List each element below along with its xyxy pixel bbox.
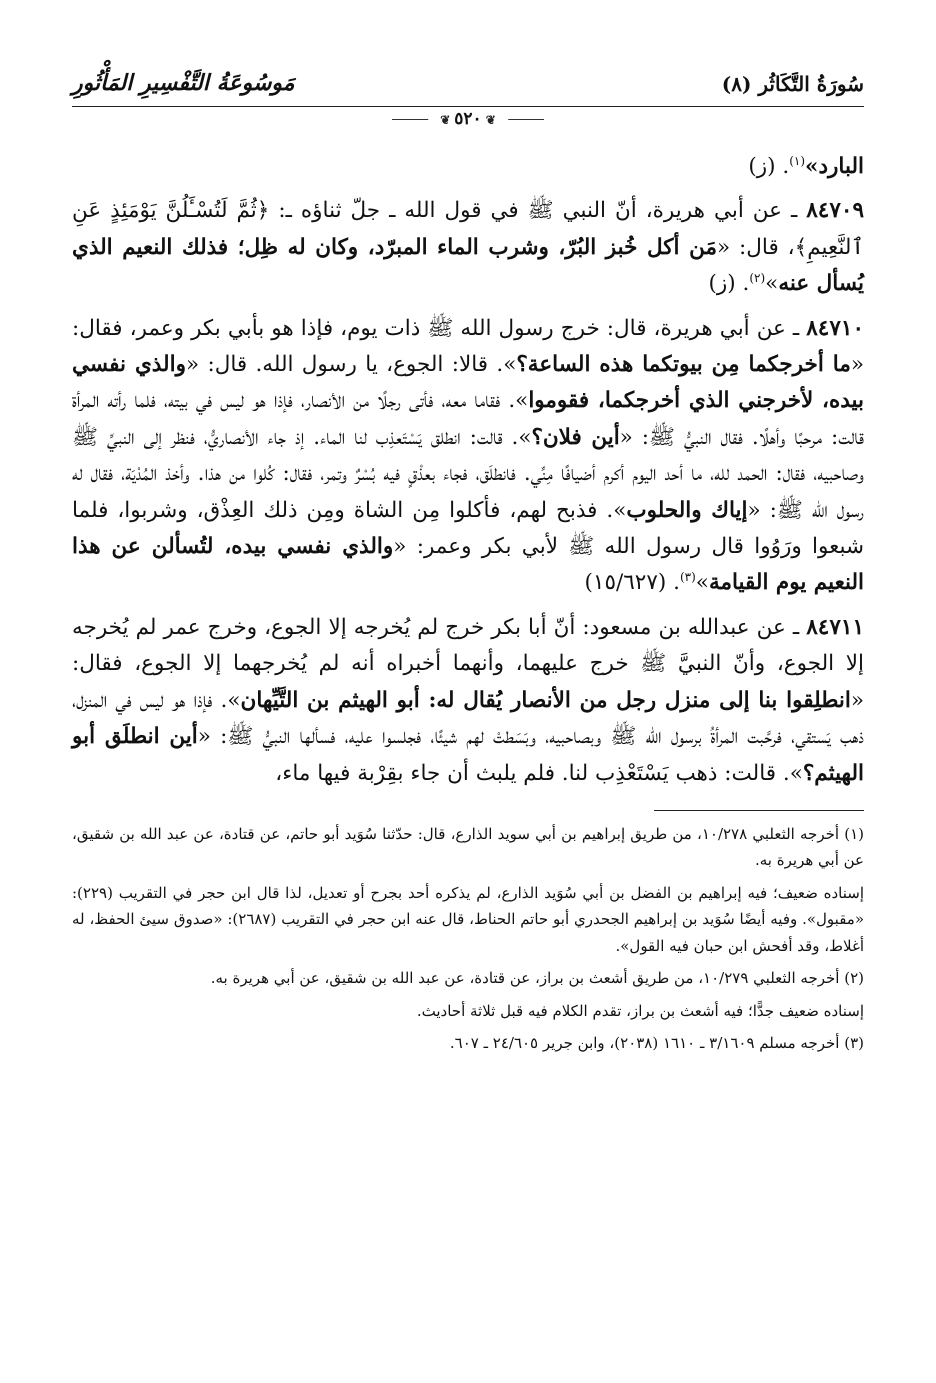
hadith-number: ٨٤٧١٠	[806, 315, 864, 341]
hadith-8711	[72, 610, 864, 792]
footnote-divider	[654, 810, 864, 811]
footnote-2-grading: إسناده ضعيف جدًّا؛ فيه أشعث بن براز، تقدم الكلام فيه قبل ثلاثة أحاديث.	[416, 1001, 864, 1020]
hadith-text: ». فإذا هو ليس في المنزل، ذهب يَستقي، فرحَّبت المرأةُ برسول الله ﷺ وبصاحبيه، وبَسَطتْ لهم شيئًا، فجلسوا عليه، فسألها النبيُّ ﷺ: «	[72, 687, 864, 750]
prophetic-quote: والذي نفسي بيده، لتُسألن عن هذا النعيم يوم القيامة	[72, 534, 864, 596]
footnote-2: (٢) أخرجه الثعلبي ١٠/٢٧٩، من طريق أشعث بن براز، عن قتادة، عن عبد الله بن شقيق، عن أبي هريرة به.	[210, 969, 864, 988]
hadith-text: ـ عن عبدالله بن مسعود: أنّ أبا بكر خرج لم يُخرجه إلا الجوع، وخرج عمر لم يُخرجه إلا الجوع، وأنّ النبيَّ ﷺ خرج عليهما، وأنهما أخبراه أنه لم يُخرجهما إلا الجوع، فقال: «	[72, 614, 864, 713]
hadith-8709	[72, 193, 864, 302]
hadith-text: ». فذبح لهم، فأكلوا مِن الشاة ومِن ذلك العِذْق، وشربوا، فلما شبعوا ورَوُوا قال رسول الله ﷺ لأبي بكر وعمر: «	[72, 497, 864, 560]
prophetic-quote: والذي نفسي بيده، لأخرجني الذي أخرجكما، فقوموا	[72, 352, 864, 414]
footnote-1-grading: إسناده ضعيف؛ فيه إبراهيم بن الفضل بن أبي سُوَيد الذارع، لم يذكره أحد بجرح أو تعديل، لذا قال ابن حجر في التقريب (٢٢٩): «مقبول». وفيه أيضًا سُوَيد بن إبراهيم الجحدري أبو حاتم الحناط، قال عنه ابن حجر في التقريب (٢٦٨٧): «صدوق سيئ الحفظ، له أغلاط، وقد أفحش ابن حبان فيه القول».	[72, 883, 865, 955]
hadith-text: »	[695, 570, 709, 596]
source-code: . (ز)	[748, 154, 790, 179]
hadith-8710	[72, 311, 864, 602]
footnote-ref[interactable]: (٣)	[679, 570, 696, 585]
hadith-text: ـ عن أبي هريرة، قال: خرج رسول الله ﷺ ذات يوم، فإذا هو بأبي بكر وعمر، فقال: «	[72, 315, 864, 378]
source-code: . (ز)	[708, 271, 750, 297]
prophetic-quote: مَن أكل خُبز البُرّ، وشرب الماء المبرّد، وكان له ظِل؛ فذلك النعيم الذي يُسأل عنه	[72, 234, 864, 297]
ornament-icon: ❦	[440, 113, 451, 127]
footnote-ref[interactable]: (١)	[789, 153, 806, 168]
book-title: مَوسُوعَةُ التَّفْسِيرِ المَأْثُورِ	[72, 70, 295, 96]
continuation-paragraph	[72, 149, 864, 185]
prophetic-quote: أين فلان؟	[531, 424, 620, 450]
footnote-1: (١) أخرجه الثعلبي ١٠/٢٧٨، من طريق إبراهيم بن أبي سويد الذارع، قال: حدّثنا سُوَيد أبو حاتم، عن قتادة، عن عبد الله بن شقيق، عن أبي هريرة به.	[72, 824, 864, 870]
hadith-text: ». قالت: ذهب يَسْتَعْذِب لنا. فلم يلبث أن جاء بقِرْبة فيها ماء،	[275, 760, 803, 786]
prophetic-quote: إياك والحلوب	[626, 497, 748, 523]
hadith-text: ». فقاما معه، فأتى رجلًا من الأنصار، فإذا هو ليس في بيته، فلما رأته المرأة قالت: مرحبًا وأهلًا. فقال النبيُّ ﷺ: «	[72, 388, 864, 450]
hadith-number: ٨٤٧١١	[806, 614, 864, 640]
hadith-text: ». قالت: انطلق يَسْتَعذِب لنا الماء. إذ جاء الأنصاريُّ، فنظر إلى النبيِّ ﷺ وصاحبيه، فقال: الحمد لله، ما أحد اليوم أكرم أضيافًا مِنِّي. فانطلَق، فجاء بعذْقٍ فيه بُسْرٌ وتمر، فقال: كُلوا من هذا. وأخذ المُدْيَة، فقال له رسول الله ﷺ: «	[72, 424, 864, 523]
continued-quote: البارد»	[805, 154, 864, 179]
surah-title: سُورَةُ التَّكَاثُر (٨)	[721, 72, 864, 96]
main-text	[72, 149, 864, 792]
hadith-text: ». قالا: الجوع، يا رسول الله. قال: «	[185, 352, 517, 378]
footnote-ref[interactable]: (٢)	[749, 271, 766, 286]
page-number-wrap	[428, 109, 508, 129]
page-number-bar	[72, 107, 864, 129]
page-header	[72, 70, 864, 107]
volume-ref: . (١٥/٦٢٧)	[584, 570, 680, 596]
footnote-3: (٣) أخرجه مسلم ٣/١٦٠٩ ـ ١٦١٠ (٢٠٣٨)، وابن جرير ٢٤/٦٠٥ ـ ٦٠٧.	[449, 1034, 864, 1053]
prophetic-quote: ما أخرجكما مِن بيوتكما هذه الساعة؟	[516, 352, 851, 378]
prophetic-quote: انطلِقوا بنا إلى منزل رجل من الأنصار يُقال له: أبو الهيثم بن التَّيِّهان	[240, 687, 851, 713]
footnotes	[72, 821, 864, 1057]
page-number: ٥٢٠	[454, 109, 482, 129]
ornament-icon: ❦	[485, 113, 496, 127]
prophetic-quote: أين انطلَق أبو الهيثم؟	[72, 724, 864, 786]
hadith-text: »	[765, 271, 779, 297]
hadith-number: ٨٤٧٠٩	[806, 198, 864, 224]
hadith-text: ـ عن أبي هريرة، أنّ النبي ﷺ في قول الله ـ جلّ ثناؤه ـ: ﴿ثُمَّ لَتُسْـَٔلُنَّ يَوْمَئِذٍ عَنِ ٱلنَّعِيمِ﴾، قال: «	[72, 198, 865, 260]
